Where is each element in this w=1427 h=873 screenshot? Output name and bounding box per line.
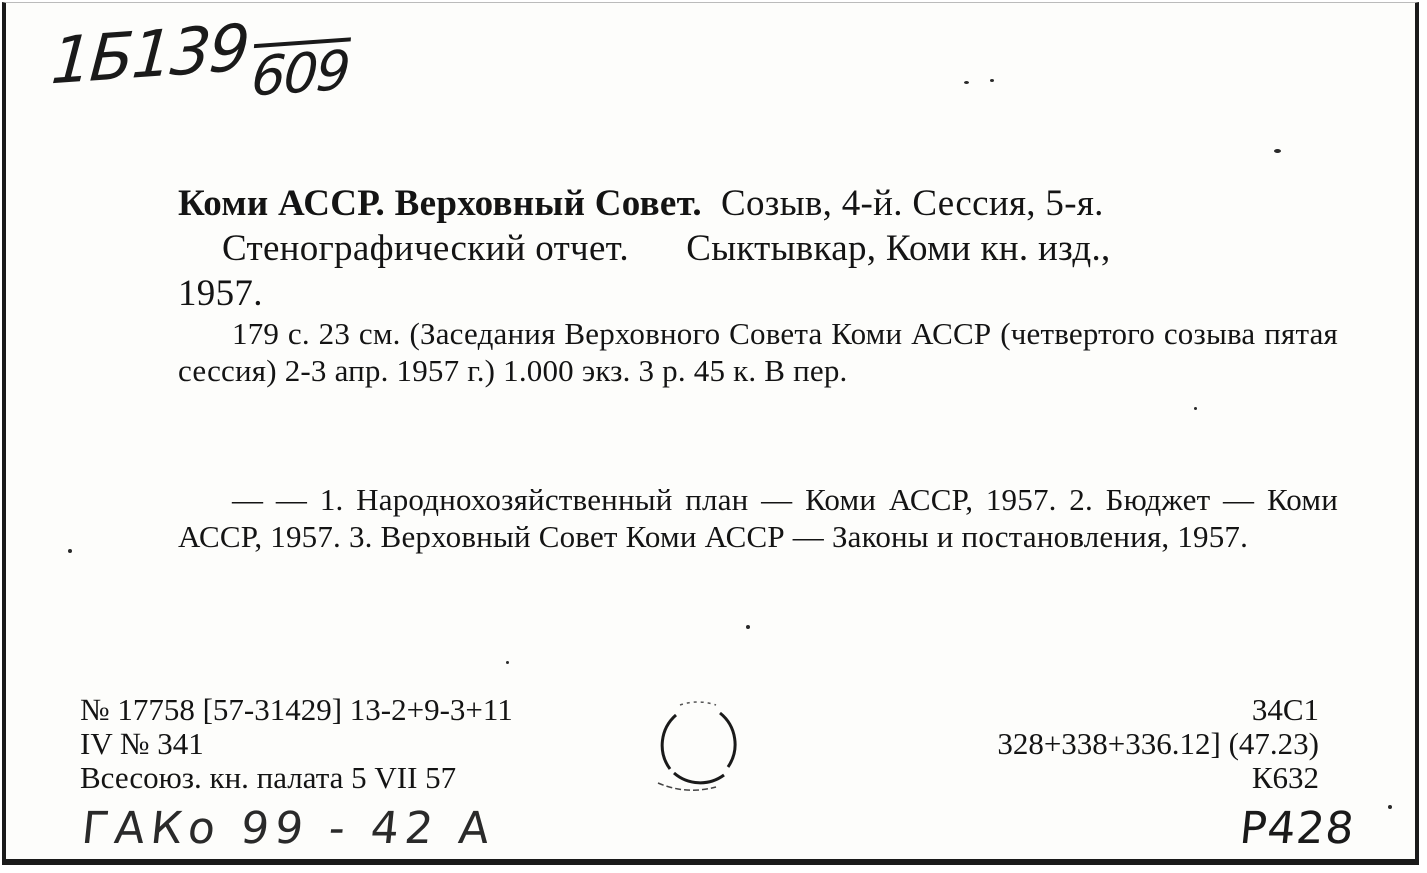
bibliographic-heading: [178, 181, 1343, 316]
ink-speck: [990, 79, 994, 82]
catalog-card: [2, 2, 1419, 865]
punch-hole-icon: [646, 691, 750, 795]
ink-speck: [1274, 149, 1281, 153]
handwritten-call-number: [48, 5, 351, 109]
collation-note: 179 с. 23 см. (Заседания Верховного Совета Коми АССР (четвертого созыва пятая сессия) 2-3 апр. 1957 г.) 1.000 экз. 3 р. 45 к. В пер.: [178, 316, 1338, 388]
footer-left-block: [80, 693, 513, 795]
subject-tracings: — — 1. Народнохозяйственный план — Коми АССР, 1957. 2. Бюджет — Коми АССР, 1957. 3. Верховный Совет Коми АССР — Законы и постановления, 1957.: [178, 482, 1338, 554]
publication-year: 1957.: [178, 273, 263, 314]
series-number: IV № 341: [80, 726, 204, 761]
ink-speck: [1194, 407, 1197, 410]
title-part-1: Созыв, 4-й. Сессия, 5-я.: [721, 183, 1104, 224]
punch-hole-mark: [646, 691, 750, 795]
ink-speck: [964, 81, 969, 84]
ink-speck: [746, 625, 750, 629]
ink-speck: [506, 661, 509, 664]
classification-index: 34С1: [1251, 692, 1319, 727]
author-mark: К632: [1251, 760, 1319, 795]
heading-line-2: [178, 226, 1343, 271]
ink-speck: [1388, 805, 1392, 809]
handwritten-archive-number: ГАКо 99 - 42 А: [79, 803, 498, 854]
handwritten-archive-code: Р428: [1237, 803, 1358, 854]
footer-right-block: [997, 693, 1319, 795]
chamber-note: Всесоюз. кн. палата 5 VII 57: [80, 760, 457, 795]
title-part-2: Стенографический отчет.: [222, 228, 629, 269]
udc-codes: 328+338+336.12] (47.23): [997, 726, 1319, 761]
call-number-main: 1Б139: [48, 11, 251, 100]
call-number-sub: 609: [249, 38, 351, 109]
ink-speck: [68, 549, 72, 553]
registration-number: № 17758 [57-31429] 13-2+9-3+11: [80, 692, 513, 727]
imprint: Сыктывкар, Коми кн. изд.,: [686, 228, 1111, 269]
corporate-author: Коми АССР. Верховный Совет.: [178, 183, 702, 224]
